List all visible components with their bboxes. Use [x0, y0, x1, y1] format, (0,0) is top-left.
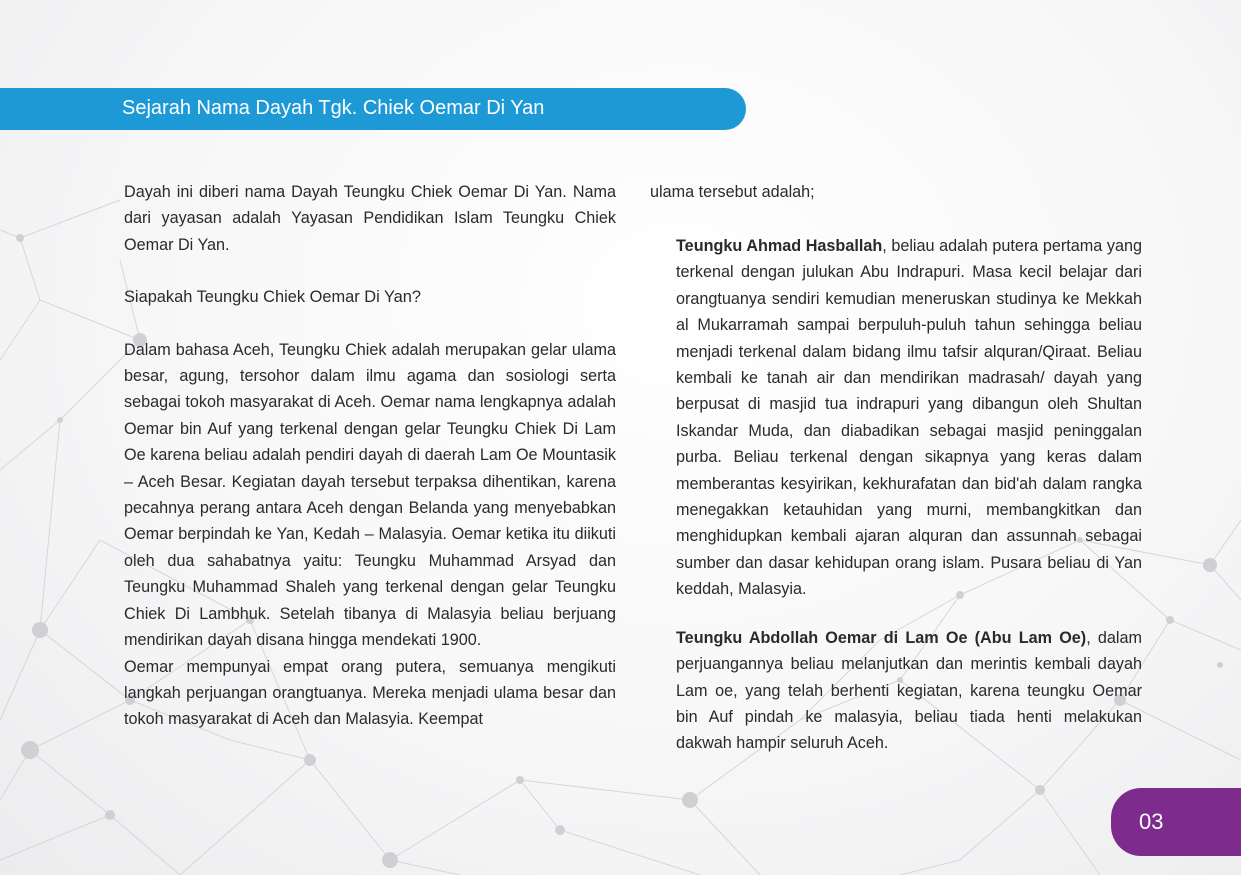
history-paragraph: Dalam bahasa Aceh, Teungku Chiek adalah merupakan gelar ulama besar, agung, tersohor dalam ilmu agama dan sosiologi serta sebagai tokoh masyarakat di Aceh. Oemar nama lengkapnya adalah Oemar bin Auf yang terkenal dengan gelar Teungku Chiek Di Lam Oe karena beliau adalah pendiri dayah di daerah Lam Oe Mountasik – Aceh Besar. Kegiatan dayah tersebut terpaksa dihentikan, karena pecahnya perang antara Aceh dengan Belanda yang menyebabkan Oemar berpindah ke Yan, Kedah – Malasyia. Oemar ketika itu diikuti oleh dua sahabatnya yaitu: Teungku Muhammad Arsyad dan Teungku Muhammad Shaleh yang terkenal dengan gelar Teungku Chiek Di Lambhuk. Setelah tibanya di Malasyia beliau berjuang mendirikan dayah disana hingga mendekati 1900.	[124, 340, 616, 650]
intro-paragraph: Dayah ini diberi nama Dayah Teungku Chiek Oemar Di Yan. Nama dari yayasan adalah Yayasan Pendidikan Islam Teungku Chiek Oemar Di Yan.	[124, 183, 616, 254]
question-heading: Siapakah Teungku Chiek Oemar Di Yan?	[124, 288, 422, 307]
page-number: 03	[1139, 809, 1164, 834]
sons-paragraph: Oemar mempunyai empat orang putera, semuanya mengikuti langkah perjuangan orangtuanya. Mereka menjadi ulama besar dan tokoh masyarakat di Aceh dan Malasyia. Keempat	[124, 657, 616, 729]
entry-abdollah-oemar	[676, 625, 1142, 757]
right-text-column	[676, 233, 1142, 757]
section-title: Sejarah Nama Dayah Tgk. Chiek Oemar Di Yan	[122, 97, 545, 119]
left-text-column	[124, 179, 616, 733]
section-title-bar	[0, 88, 746, 130]
continuation-text: ulama tersebut adalah;	[650, 183, 815, 201]
entry-ahmad-hasballah	[676, 233, 1142, 603]
entry2-text: , dalam perjuangannya beliau melanjutkan dan merintis kembali dayah Lam oe, yang telah berhenti kegiatan, karena teungku Oemar bin Auf pindah ke malasyia, beliau tiada henti melakukan dakwah hampir seluruh Aceh.	[676, 628, 1142, 753]
entry2-name: Teungku Abdollah Oemar di Lam Oe (Abu Lam Oe)	[676, 628, 1087, 647]
entry1-name: Teungku Ahmad Hasballah	[676, 237, 883, 255]
page-number-badge	[1111, 788, 1241, 856]
entry1-text: , beliau adalah putera pertama yang terkenal dengan julukan Abu Indrapuri. Masa kecil belajar dari orangtuanya sendiri kemudian meneruskan studinya ke Mekkah al Mukarramah sampai berpuluh-puluh tahun sehingga beliau menjadi terkenal dalam bidang ilmu tafsir alquran/Qiraat. Beliau kembali ke tanah air dan mendirikan madrasah/ dayah yang berpusat di masjid tua indrapuri yang dibangun oleh Shultan Iskandar Muda, dan diabadikan sebagai masjid peninggalan purba. Beliau terkenal dengan sikapnya yang keras dalam memberantas kesyirikan, kekhurafatan dan bid'ah dalam rangka menegakkan ketauhidan yang murni, membangkitkan dan menghidupkan kembali ajaran alquran dan assunnah sebagai sumber dan dasar kehidupan orang islam. Pusara beliau di Yan keddah, Malasyia.	[676, 237, 1142, 599]
